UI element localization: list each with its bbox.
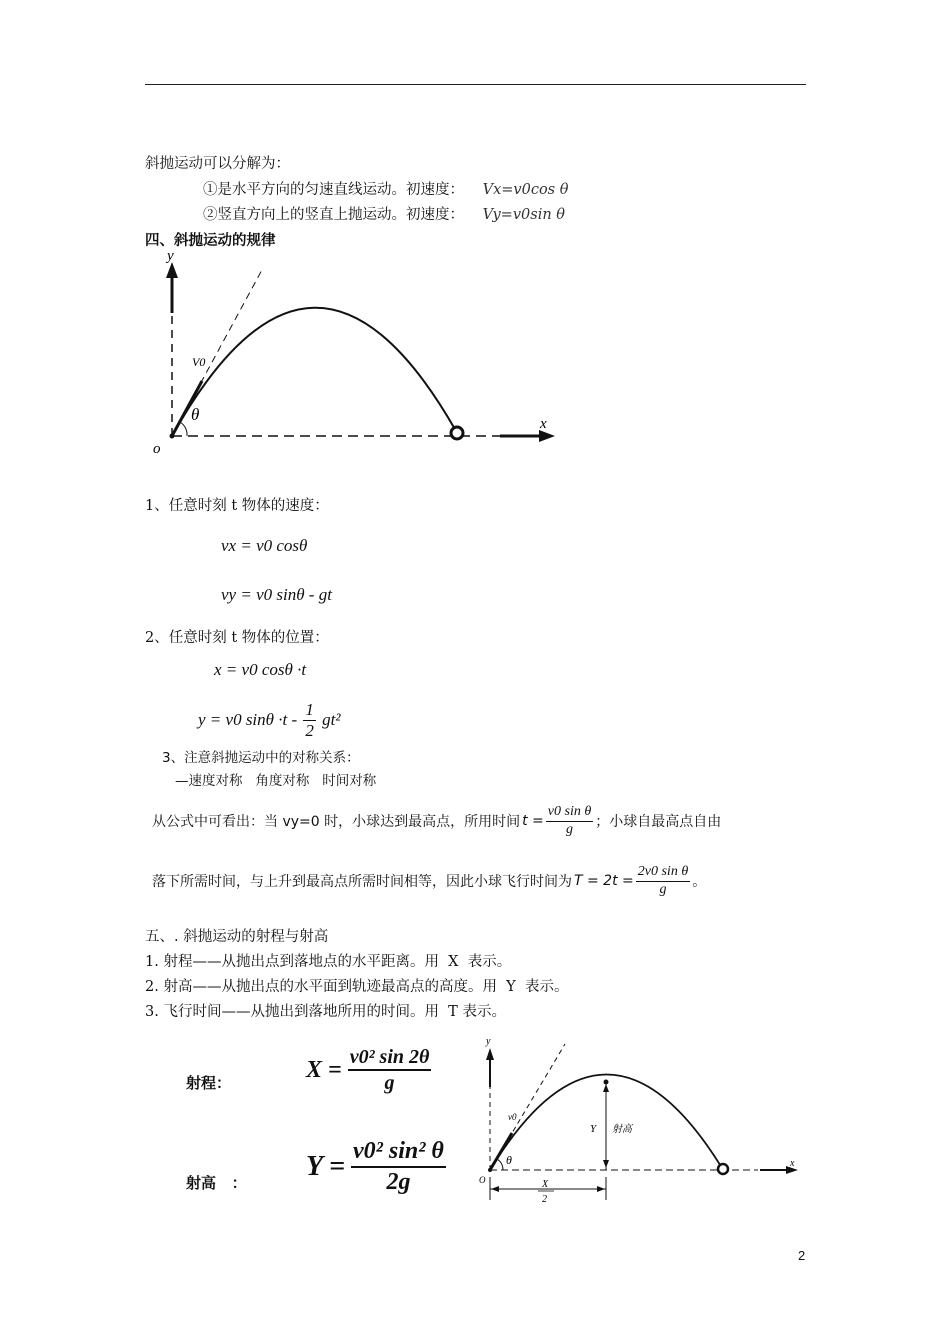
time-line-2-fraction <box>636 864 690 899</box>
trajectory-diagram <box>145 248 565 458</box>
y-eq-num: 1 <box>303 700 316 721</box>
y-axis-label: y <box>486 1036 491 1047</box>
half-range-arrow-right <box>597 1186 605 1192</box>
y-axis-arrowhead <box>166 262 178 278</box>
time-line-1-text-b: ；小球自最高点自由 <box>595 814 722 831</box>
time-line-2-den: g <box>659 881 667 897</box>
range-formula <box>306 1045 433 1095</box>
intro-line: 斜抛运动可以分解为： <box>145 156 290 172</box>
max-height-arrow-bottom <box>603 1160 609 1168</box>
height-formula-num: v0² sin² θ <box>351 1137 446 1168</box>
height-shegao-label: 射高 <box>612 1124 632 1135</box>
vy-rhs: = v0 sinθ - gt <box>240 585 332 604</box>
y-axis-arrowhead <box>486 1048 494 1060</box>
section-5-line-2: 2. 射高——从抛出点的水平面到轨迹最高点的高度。用 Y 表示。 <box>145 979 569 995</box>
landing-ball <box>451 427 463 439</box>
y-equation <box>198 700 340 742</box>
origin-label: O <box>479 1175 486 1185</box>
time-line-1-den: g <box>566 821 573 837</box>
range-formula-den: g <box>384 1072 395 1094</box>
origin-dot <box>488 1168 492 1172</box>
intro-item-1-text: ①是水平方向的匀速直线运动。初速度： <box>203 182 464 198</box>
y-eq-fraction <box>303 700 316 742</box>
height-label: 射高 ： <box>186 1174 247 1192</box>
height-formula-eq: Y = <box>306 1150 346 1182</box>
velocity-label: v0 <box>508 1112 517 1122</box>
y-eq-right: gt² <box>322 709 341 729</box>
position-heading: 2、任意时刻 t 物体的位置： <box>145 630 329 646</box>
time-line-2-eq: T = 2t = <box>574 873 634 890</box>
intro-item-2 <box>203 203 565 224</box>
symmetry-list: —速度对称 角度对称 时间对称 <box>175 773 377 789</box>
half-range-num: X <box>542 1179 549 1190</box>
height-formula-den: 2g <box>386 1168 411 1195</box>
vx-equation <box>221 536 307 556</box>
half-range-den: 2 <box>542 1194 547 1205</box>
time-line-1-text-a: 从公式中可看出：当 vy=0 时，小球达到最高点，所用时间 <box>152 814 521 831</box>
range-label: 射程： <box>186 1074 232 1092</box>
intro-item-2-formula: Vy=v0sin θ <box>482 207 566 223</box>
y-axis-label: y <box>167 248 174 264</box>
angle-arc <box>497 1159 503 1170</box>
x-axis-label: x <box>540 416 547 432</box>
range-height-diagram <box>470 1032 810 1214</box>
height-formula-fraction <box>351 1137 446 1197</box>
vy-equation <box>221 585 332 605</box>
max-height-arrow-top <box>603 1084 609 1092</box>
time-line-2 <box>152 864 706 899</box>
trajectory-curve <box>172 308 456 436</box>
time-line-1-fraction <box>546 804 593 839</box>
time-line-2-text-b: 。 <box>692 874 707 891</box>
velocity-heading: 1、任意时刻 t 物体的速度： <box>145 498 329 514</box>
symmetry-heading: 3、注意斜抛运动中的对称关系： <box>162 750 360 766</box>
header-rule <box>145 84 806 85</box>
intro-item-1 <box>203 178 568 199</box>
page-number: 2 <box>798 1248 806 1263</box>
section-5-heading: 五、. 斜抛运动的射程与射高 <box>145 929 329 945</box>
origin-label: o <box>153 441 161 457</box>
intro-item-1-formula: Vx=v0cos θ <box>482 182 569 198</box>
angle-arc <box>180 422 187 436</box>
range-formula-num: v0² sin 2θ <box>348 1045 432 1071</box>
range-formula-eq: X = <box>306 1056 342 1083</box>
section-5-line-3: 3. 飞行时间——从抛出到落地所用的时间。用 T 表示。 <box>145 1004 506 1020</box>
range-formula-fraction <box>348 1045 432 1095</box>
origin-dot <box>170 434 175 439</box>
section-4-heading: 四、斜抛运动的规律 <box>145 233 276 249</box>
apex-dot <box>604 1080 609 1085</box>
vx-rhs: = v0 cosθ <box>240 536 308 555</box>
x-equation: x = v0 cosθ ·t <box>214 660 307 679</box>
time-line-1-eq: t = <box>522 813 544 830</box>
y-eq-den: 2 <box>305 721 314 741</box>
height-Y-label: Y <box>590 1123 597 1135</box>
x-axis-label: x <box>790 1158 795 1169</box>
time-line-2-text-a: 落下所需时间，与上升到最高点所需时间相等，因此小球飞行时间为 <box>152 874 572 891</box>
y-eq-left: y = v0 sinθ ·t - <box>198 709 298 729</box>
half-range-arrow-left <box>491 1186 499 1192</box>
landing-ball <box>718 1164 728 1174</box>
angle-label: θ <box>191 405 200 424</box>
vx-lhs: vx <box>221 536 237 555</box>
intro-item-2-text: ②竖直方向上的竖直上抛运动。初速度： <box>203 207 464 223</box>
time-line-1-num: v0 sin θ <box>546 804 593 822</box>
time-line-2-num: 2v0 sin θ <box>636 864 690 882</box>
angle-label: θ <box>506 1153 512 1167</box>
height-formula <box>306 1137 448 1197</box>
vy-lhs: vy <box>221 585 237 604</box>
velocity-label: V0 <box>192 355 206 369</box>
time-line-1 <box>152 804 721 839</box>
section-5-line-1: 1. 射程——从抛出点到落地点的水平距离。用 X 表示。 <box>145 954 512 970</box>
